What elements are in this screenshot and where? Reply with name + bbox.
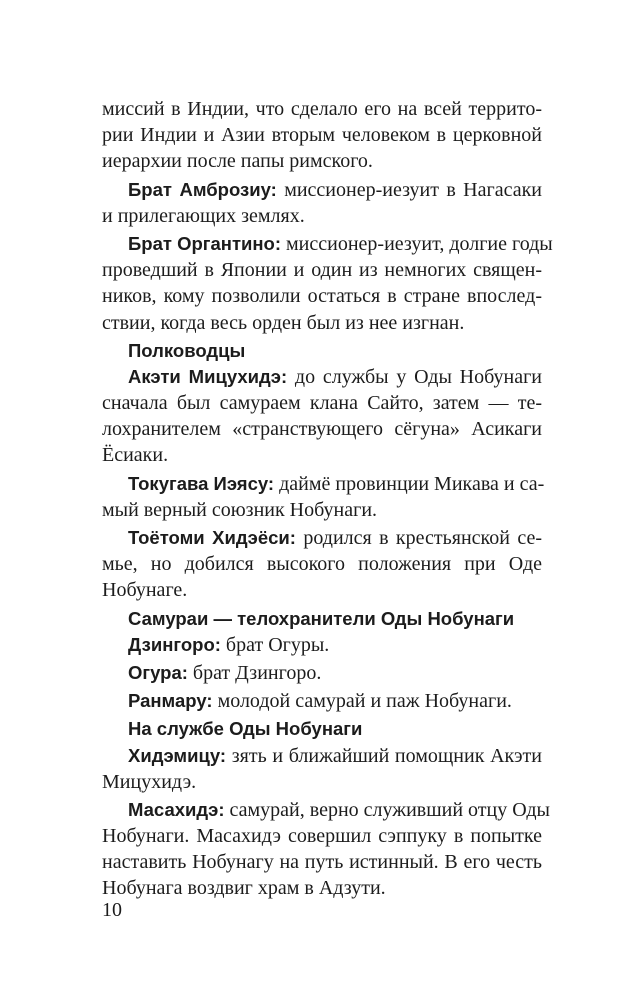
entry-text: миссионер-иезуит в Нагасаки bbox=[276, 178, 542, 201]
entry-first-line bbox=[102, 632, 542, 658]
text-line: мый верный союзник Нобунаги. bbox=[102, 498, 378, 521]
text-line: миссий в Индии, что сделало его на всей террито- bbox=[102, 98, 542, 120]
entry-text: молодой самурай и паж Нобунаги. bbox=[212, 690, 512, 713]
entry-mitsuhide bbox=[102, 364, 542, 469]
entry-text: миссионер-иезуит, долгие годы bbox=[281, 232, 553, 255]
text-line: ствии, когда весь орден был из нее изгнан. bbox=[102, 311, 465, 334]
entry-text: брат Огуры. bbox=[220, 633, 330, 656]
text-line: Нобунага воздвиг храм в Адзути. bbox=[102, 877, 386, 900]
entry-first-line bbox=[102, 797, 550, 823]
text-line: проведший в Японии и один из немногих священ- bbox=[102, 259, 542, 282]
entry-name: Токугава Иэясу: bbox=[128, 472, 275, 494]
entry-text: до службы у Оды Нобунаги bbox=[287, 365, 543, 388]
entry-text: зять и ближайший помощник Акэти bbox=[226, 744, 542, 767]
section-heading-text: Полководцы bbox=[128, 339, 246, 361]
entry-first-line bbox=[102, 525, 542, 551]
entry-first-line bbox=[102, 177, 542, 203]
section-heading bbox=[102, 338, 542, 364]
entry-name: Огура: bbox=[128, 661, 188, 683]
text-line: рии Индии и Азии вторым человеком в церковной bbox=[102, 124, 542, 147]
section-heading-bodyguards bbox=[102, 606, 542, 632]
text-line: наставить Нобунагу на путь истинный. В его честь bbox=[102, 851, 542, 874]
entry-first-line bbox=[102, 364, 542, 390]
entry-first-line bbox=[102, 743, 542, 769]
entry-hideyoshi bbox=[102, 525, 542, 604]
entry-name: Хидэмицу: bbox=[128, 744, 227, 766]
entry-first-line bbox=[102, 688, 542, 714]
text-line: мье, но добился высокого положения при Оде bbox=[102, 553, 542, 576]
text-line: ников, кому позволили остаться в стране впослед- bbox=[102, 285, 542, 308]
page-body bbox=[102, 96, 553, 902]
text-line: сначала был самураем клана Сайто, затем — те- bbox=[102, 392, 542, 415]
entry-name: Тоётоми Хидэёси: bbox=[128, 527, 296, 548]
entry-masahide bbox=[102, 797, 550, 902]
entry-ambrosio bbox=[102, 177, 542, 229]
text-line: Нобунаге. bbox=[102, 579, 188, 602]
entry-ranmaru bbox=[102, 688, 542, 714]
entry-name: Брат Амброзиу: bbox=[128, 178, 277, 200]
entry-hidemitsu bbox=[102, 743, 542, 795]
entry-text: брат Дзингоро. bbox=[187, 661, 322, 684]
entry-name: Масахидэ: bbox=[128, 798, 225, 820]
entry-name: Брат Органтино: bbox=[128, 232, 282, 254]
entry-first-line bbox=[102, 660, 542, 686]
entry-text: самурай, верно служивший отцу Оды bbox=[224, 798, 550, 821]
section-heading-service bbox=[102, 716, 542, 742]
entry-name: Дзингоро: bbox=[128, 633, 221, 655]
page-number: 10 bbox=[102, 899, 122, 921]
section-heading-text: Самураи — телохранители Оды Нобунаги bbox=[128, 607, 515, 629]
entry-organtino bbox=[102, 231, 553, 336]
entry-first-line bbox=[102, 231, 553, 257]
text-line: Мицухидэ. bbox=[102, 770, 197, 793]
entry-ieyasu bbox=[102, 471, 545, 523]
entry-ogura bbox=[102, 660, 542, 686]
section-heading-text: На службе Оды Нобунаги bbox=[128, 718, 363, 740]
entry-name: Акэти Мицухидэ: bbox=[128, 365, 288, 387]
text-line: иерархии после папы римского. bbox=[102, 150, 373, 173]
entry-text: даймё провинции Микава и са- bbox=[274, 472, 545, 495]
section-heading-commanders bbox=[102, 338, 542, 364]
text-line: и прилегающих землях. bbox=[102, 204, 305, 227]
entry-first-line bbox=[102, 471, 545, 497]
entry-jingoro bbox=[102, 632, 542, 658]
text-line: Нобунаги. Масахидэ совершил сэппуку в попытке bbox=[102, 825, 542, 848]
entry-name: Ранмару: bbox=[128, 690, 213, 712]
entry-text: родился в крестьянской се- bbox=[295, 527, 542, 549]
text-line: Ёсиаки. bbox=[102, 444, 169, 467]
section-heading bbox=[102, 606, 542, 632]
section-heading bbox=[102, 716, 542, 742]
text-line: лохранителем «странствующего сёгуна» Асикаги bbox=[102, 418, 542, 441]
paragraph-intro bbox=[102, 96, 542, 175]
